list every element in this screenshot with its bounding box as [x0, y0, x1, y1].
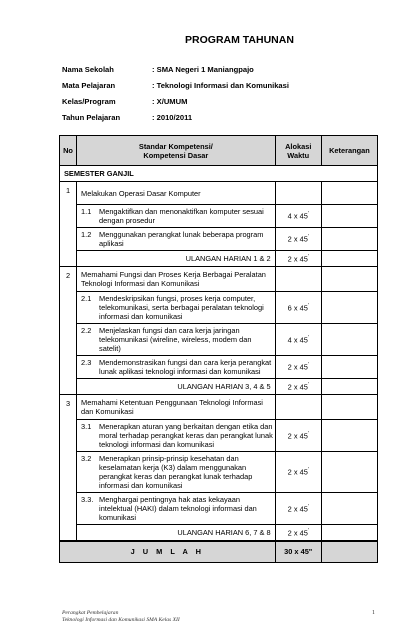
- alokasi-cell: [275, 493, 321, 525]
- keterangan-cell: [321, 452, 377, 493]
- keterangan-cell: [321, 228, 377, 251]
- table-row: [60, 493, 378, 525]
- info-label: Kelas/Program: [62, 97, 116, 106]
- ulangan-label: ULANGAN HARIAN 6, 7 & 8: [77, 525, 276, 541]
- header-keterangan: Keterangan: [321, 136, 377, 166]
- kd-text: Menggunakan perangkat lunak beberapa program aplikasi: [99, 230, 264, 248]
- kd-number: 1.1: [81, 207, 92, 216]
- kd-number: 2.3: [81, 358, 92, 367]
- alokasi-value: 2 x 45: [287, 527, 308, 537]
- table-row: [60, 395, 378, 420]
- sk-number: 1: [60, 182, 77, 267]
- alokasi-cell: [275, 356, 321, 379]
- minute-mark: ': [307, 430, 309, 437]
- header-sk: [77, 136, 276, 166]
- ulangan-row: [60, 525, 378, 541]
- table-row: [60, 420, 378, 452]
- kd-cell: [77, 324, 276, 356]
- alokasi-cell: [275, 292, 321, 324]
- minute-mark: ': [307, 362, 309, 369]
- alokasi-value: 2 x 45: [287, 254, 308, 264]
- table-row: [60, 292, 378, 324]
- alokasi-value: 2 x 45: [287, 431, 308, 441]
- kd-text: Menerapkan aturan yang berkaitan dengan etika dan moral terhadap perangkat keras dan perangkat lunak teknologi informasi dan komunikasi: [99, 422, 273, 449]
- kd-text: Mendemonstrasikan fungsi dan cara kerja perangkat lunak aplikasi teknologi informasi dan komunikasi: [99, 358, 272, 376]
- keterangan-cell: [321, 395, 377, 420]
- alokasi-value: 4 x 45: [287, 211, 308, 221]
- info-value: : 2010/2011: [152, 113, 193, 122]
- info-value: : SMA Negeri 1 Maniangpajo: [152, 65, 254, 74]
- page-title: PROGRAM TAHUNAN: [185, 34, 294, 46]
- table-row: [60, 324, 378, 356]
- kd-number: 3.3.: [81, 495, 94, 504]
- kd-number: 2.2: [81, 326, 92, 335]
- minute-mark: ': [307, 503, 309, 510]
- minute-mark: ': [307, 211, 309, 218]
- sk-title: Memahami Ketentuan Penggunaan Teknologi Informasi dan Komunikasi: [77, 395, 276, 420]
- alokasi-value: 2 x 45: [287, 504, 308, 514]
- kd-text: Menghargai pentingnya hak atas kekayaan intelektual (HAKI) dalam teknologi informasi dan komunikasi: [99, 495, 257, 522]
- alokasi-value: 4 x 45: [287, 335, 308, 345]
- minute-mark: ': [307, 381, 309, 388]
- total-value: 30 x 45": [275, 541, 321, 563]
- table-header-row: [60, 136, 378, 166]
- page-number: 1: [372, 610, 375, 616]
- kd-number: 2.1: [81, 294, 92, 303]
- kd-cell: [77, 228, 276, 251]
- ulangan-row: [60, 251, 378, 267]
- minute-mark: ': [307, 527, 309, 534]
- kd-cell: [77, 292, 276, 324]
- kd-cell: [77, 493, 276, 525]
- header-sk-line1: Standar Kompetensi/: [138, 141, 213, 151]
- table-row: [60, 205, 378, 228]
- minute-mark: ': [307, 334, 309, 341]
- header-sk-line2: Kompetensi Dasar: [143, 150, 209, 160]
- minute-mark: ': [307, 467, 309, 474]
- alokasi-value: 2 x 45: [287, 382, 308, 392]
- alokasi-cell: [275, 267, 321, 292]
- total-label: J U M L A H: [60, 541, 276, 563]
- info-row-class: [62, 96, 289, 112]
- info-label: Nama Sekolah: [62, 65, 114, 74]
- footer-line2: Teknologi Informasi dan Komunikasi SMA Kelas XII: [62, 617, 180, 623]
- alokasi-value: 2 x 45: [287, 362, 308, 372]
- kd-cell: [77, 205, 276, 228]
- alokasi-value: 6 x 45: [287, 303, 308, 313]
- kd-cell: [77, 420, 276, 452]
- alokasi-cell: [275, 228, 321, 251]
- minute-mark: ': [307, 302, 309, 309]
- kd-number: 3.1: [81, 422, 92, 431]
- program-table: [59, 135, 378, 563]
- kd-cell: [77, 356, 276, 379]
- kd-text: Menjelaskan fungsi dan cara kerja jaringan telekomunikasi (wireline, wireless, modem dan satelit): [99, 326, 252, 353]
- keterangan-cell: [321, 356, 377, 379]
- header-alokasi-line1: Alokasi: [285, 141, 312, 151]
- header-alokasi: [275, 136, 321, 166]
- alokasi-cell: [275, 182, 321, 205]
- info-row-subject: [62, 80, 289, 96]
- total-row: [60, 541, 378, 563]
- identity-block: [62, 64, 289, 128]
- keterangan-cell: [321, 251, 377, 267]
- alokasi-value: 2 x 45: [287, 234, 308, 244]
- kd-cell: [77, 452, 276, 493]
- info-row-year: [62, 112, 289, 128]
- alokasi-cell: [275, 452, 321, 493]
- alokasi-cell: [275, 379, 321, 395]
- keterangan-cell: [321, 182, 377, 205]
- info-label: Tahun Pelajaran: [62, 113, 121, 122]
- kd-number: 1.2: [81, 230, 92, 239]
- ulangan-row: [60, 379, 378, 395]
- ulangan-label: ULANGAN HARIAN 3, 4 & 5: [77, 379, 276, 395]
- ulangan-label: ULANGAN HARIAN 1 & 2: [77, 251, 276, 267]
- sk-title: Melakukan Operasi Dasar Komputer: [77, 182, 276, 205]
- info-value: : Teknologi Informasi dan Komunikasi: [152, 81, 289, 90]
- header-alokasi-line2: Waktu: [287, 150, 310, 160]
- table-row: [60, 452, 378, 493]
- footer: [62, 610, 180, 624]
- table-row: [60, 182, 378, 205]
- kd-text: Mendeskripsikan fungsi, proses kerja computer, telekomunikasi, serta berbagai peralatan teknologi informasi dan komunikasi: [99, 294, 264, 321]
- table-row: [60, 356, 378, 379]
- keterangan-cell: [321, 292, 377, 324]
- minute-mark: ': [307, 234, 309, 241]
- alokasi-cell: [275, 420, 321, 452]
- sk-number: 2: [60, 267, 77, 395]
- alokasi-cell: [275, 251, 321, 267]
- alokasi-cell: [275, 395, 321, 420]
- sk-title: Memahami Fungsi dan Proses Kerja Berbagai Peralatan Teknologi Informasi dan Komunikasi: [77, 267, 276, 292]
- kd-text: Mengaktifkan dan menonaktifkan komputer sesuai dengan prosedur: [99, 207, 264, 225]
- kd-number: 3.2: [81, 454, 92, 463]
- table-row: [60, 228, 378, 251]
- keterangan-cell: [321, 493, 377, 525]
- keterangan-cell: [321, 205, 377, 228]
- alokasi-value: 2 x 45: [287, 467, 308, 477]
- alokasi-cell: [275, 525, 321, 541]
- header-no: No: [60, 136, 77, 166]
- total-keterangan: [321, 541, 377, 563]
- keterangan-cell: [321, 324, 377, 356]
- keterangan-cell: [321, 525, 377, 541]
- semester-row: [60, 166, 378, 182]
- sk-number: 3: [60, 395, 77, 541]
- alokasi-cell: [275, 324, 321, 356]
- keterangan-cell: [321, 420, 377, 452]
- info-row-school: [62, 64, 289, 80]
- info-value: : X/UMUM: [152, 97, 188, 106]
- keterangan-cell: [321, 267, 377, 292]
- footer-line1: Perangkat Pembelajaran: [62, 610, 119, 616]
- minute-mark: ': [307, 253, 309, 260]
- kd-text: Menerapkan prinsip-prinsip kesehatan dan keselamatan kerja (K3) dalam menggunakan perangkat keras dan perangkat lunak terhadap informasi dan komunikasi: [99, 454, 253, 490]
- alokasi-cell: [275, 205, 321, 228]
- info-label: Mata Pelajaran: [62, 81, 116, 90]
- semester-label: SEMESTER GANJIL: [60, 166, 378, 182]
- table-row: [60, 267, 378, 292]
- keterangan-cell: [321, 379, 377, 395]
